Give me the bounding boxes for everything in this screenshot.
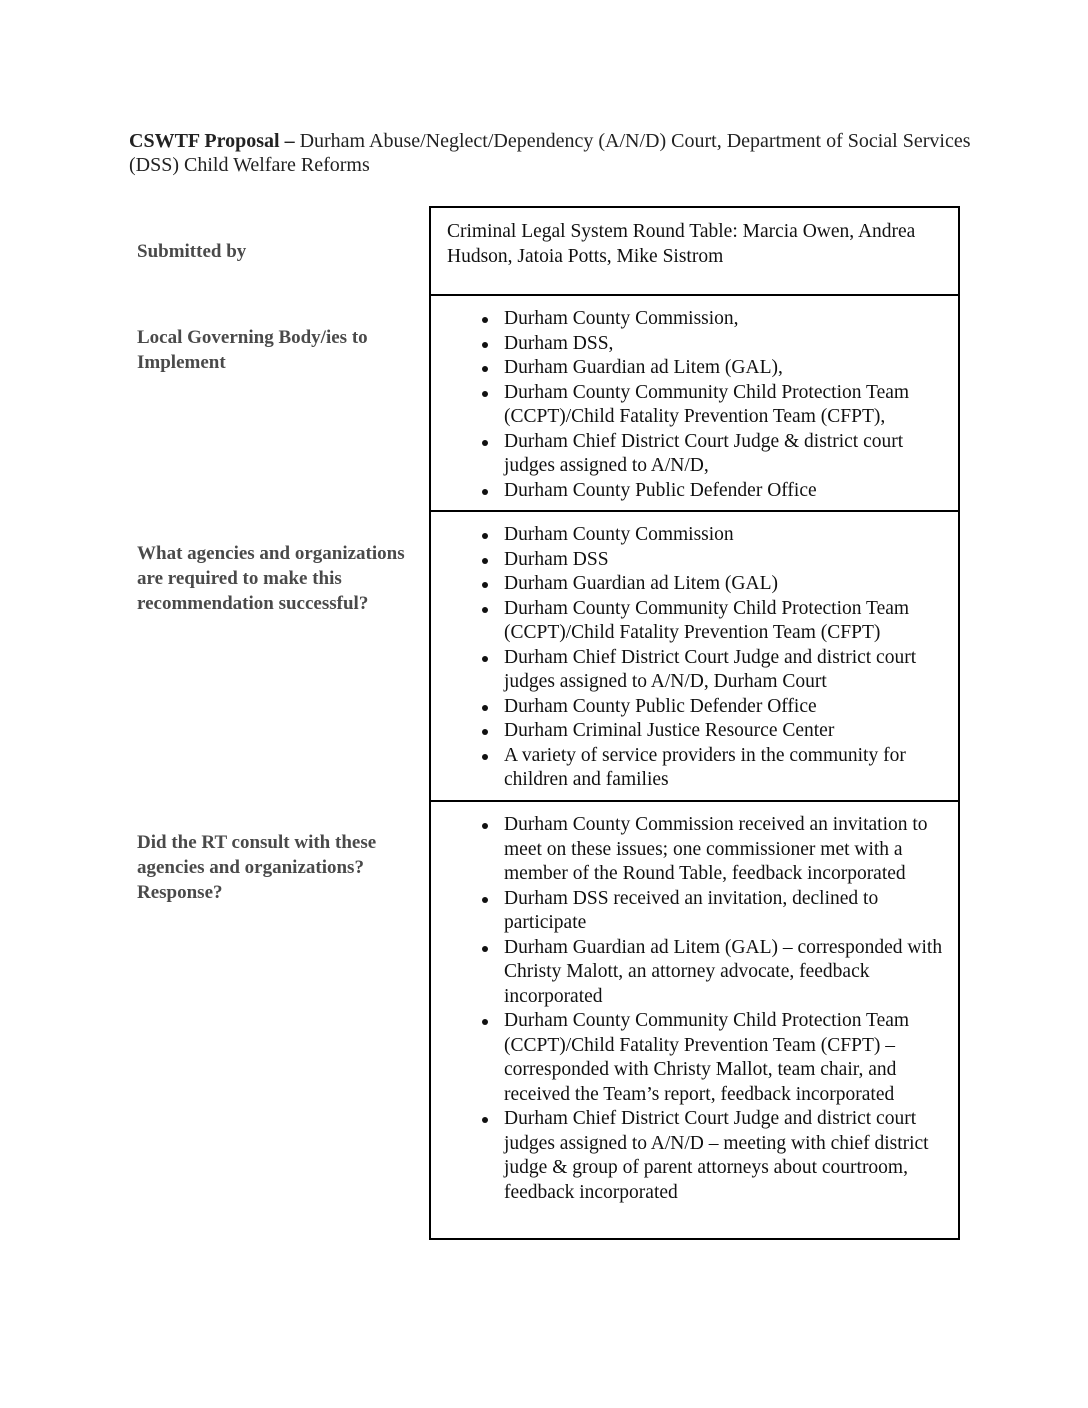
- list-item: Durham DSS,: [439, 332, 950, 357]
- submitted-by-text: Criminal Legal System Round Table: Marcia Owen, Andrea Hudson, Jatoia Potts, Mike Sistrom: [447, 221, 916, 267]
- list-item: Durham County Public Defender Office: [439, 695, 950, 720]
- list-item: Durham DSS: [439, 548, 950, 573]
- list-item: A variety of service providers in the community for children and families: [439, 744, 950, 793]
- required-agencies-list: [439, 523, 950, 793]
- list-item: Durham County Community Child Protection Team (CCPT)/Child Fatality Prevention Team (CFPT): [439, 597, 950, 646]
- cell-consultation: [431, 800, 958, 1238]
- cell-required-agencies: [431, 510, 958, 800]
- list-item: Durham Chief District Court Judge and district court judges assigned to A/N/D, Durham Court: [439, 646, 950, 695]
- list-item: Durham Chief District Court Judge and district court judges assigned to A/N/D – meeting with chief district judge & group of parent attorneys about courtroom, feedback incorporated: [439, 1107, 950, 1205]
- cell-governing-bodies: [431, 294, 958, 510]
- governing-bodies-list: [439, 307, 950, 503]
- title-bold: CSWTF Proposal –: [129, 130, 295, 152]
- list-item: Durham DSS received an invitation, declined to participate: [439, 887, 950, 936]
- list-item: Durham County Community Child Protection Team (CCPT)/Child Fatality Prevention Team (CFPT),: [439, 381, 950, 430]
- page-title: [129, 129, 979, 177]
- list-item: Durham County Commission received an invitation to meet on these issues; one commissioner met with a member of the Round Table, feedback incorporated: [439, 813, 950, 887]
- label-governing-bodies: Local Governing Body/ies to Implement: [137, 327, 368, 373]
- list-item: Durham Guardian ad Litem (GAL),: [439, 356, 950, 381]
- list-item: Durham County Commission,: [439, 307, 950, 332]
- list-item: Durham Guardian ad Litem (GAL): [439, 572, 950, 597]
- list-item: Durham County Commission: [439, 523, 950, 548]
- list-item: Durham Criminal Justice Resource Center: [439, 719, 950, 744]
- label-submitted-by: Submitted by: [137, 241, 247, 262]
- cell-submitted-by: [431, 208, 958, 294]
- consultation-list: [439, 813, 950, 1205]
- list-item: Durham Guardian ad Litem (GAL) – corresponded with Christy Malott, an attorney advocate, feedback incorporated: [439, 936, 950, 1010]
- list-item: Durham Chief District Court Judge & district court judges assigned to A/N/D,: [439, 430, 950, 479]
- label-required-agencies: What agencies and organizations are required to make this recommendation successful?: [137, 543, 405, 614]
- list-item: Durham County Public Defender Office: [439, 479, 950, 504]
- proposal-table: [429, 206, 960, 1240]
- label-consultation: Did the RT consult with these agencies and organizations? Response?: [137, 832, 377, 903]
- list-item: Durham County Community Child Protection Team (CCPT)/Child Fatality Prevention Team (CFPT) – corresponded with Christy Mallot, team chair, and received the Team’s report, feedback incorporated: [439, 1009, 950, 1107]
- title-rest: Durham Abuse/Neglect/Dependency (A/N/D) Court, Department of Social Services (DSS) Child Welfare Reforms: [129, 130, 971, 176]
